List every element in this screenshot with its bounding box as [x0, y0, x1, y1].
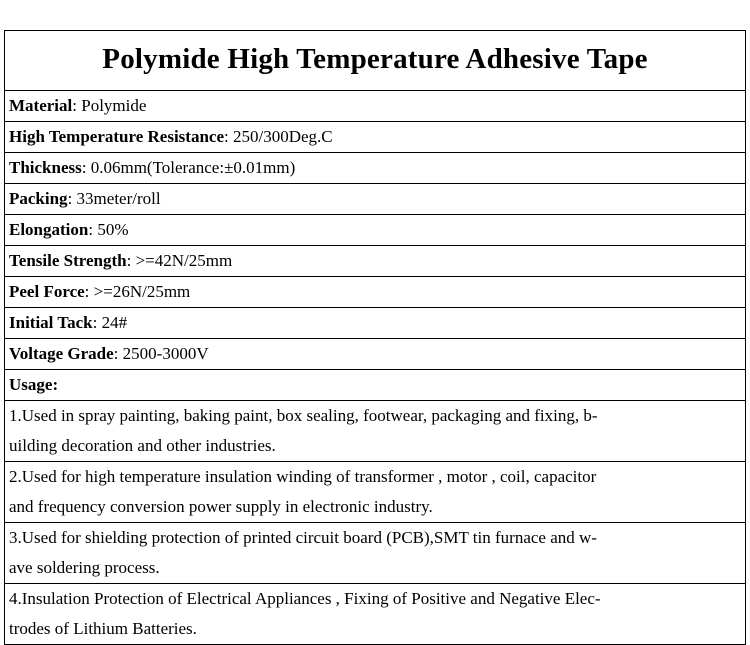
title-cell	[5, 31, 746, 91]
spec-cell	[5, 246, 746, 277]
spec-label: Elongation	[9, 220, 89, 239]
spec-colon: :	[113, 344, 123, 363]
spec-row-packing	[5, 184, 746, 215]
spec-value: 50%	[97, 220, 129, 239]
spec-value: 33meter/roll	[76, 189, 161, 208]
spec-row-initial-tack	[5, 308, 746, 339]
spec-cell	[5, 339, 746, 370]
spec-label: Packing	[9, 189, 68, 208]
spec-label: Tensile Strength	[9, 251, 127, 270]
spec-row-temperature	[5, 122, 746, 153]
spec-value: >=42N/25mm	[135, 251, 233, 270]
spec-table	[4, 30, 746, 645]
spec-cell	[5, 184, 746, 215]
spec-value: 24#	[101, 313, 128, 332]
usage-heading-cell	[5, 370, 746, 401]
spec-cell	[5, 308, 746, 339]
spec-cell	[5, 277, 746, 308]
spec-label: Material	[9, 96, 73, 115]
spec-colon: :	[92, 313, 102, 332]
spec-row-material	[5, 91, 746, 122]
usage-line: 3.Used for shielding protection of printed circuit board (PCB),SMT tin furnace and w-	[9, 528, 597, 547]
usage-item	[5, 462, 746, 523]
page-title: Polymide High Temperature Adhesive Tape	[102, 42, 648, 75]
spec-label: High Temperature Resistance	[9, 127, 225, 146]
usage-line: 2.Used for high temperature insulation winding of transformer , motor , coil, capacitor	[9, 467, 597, 486]
usage-item-row	[5, 462, 746, 523]
usage-line: uilding decoration and other industries.	[9, 436, 276, 455]
spec-value: 0.06mm(Tolerance:±0.01mm)	[90, 158, 296, 177]
usage-item-row	[5, 584, 746, 645]
spec-value: >=26N/25mm	[93, 282, 191, 301]
spec-label: Thickness	[9, 158, 82, 177]
spec-cell	[5, 122, 746, 153]
spec-row-peel-force	[5, 277, 746, 308]
usage-line: 4.Insulation Protection of Electrical Appliances , Fixing of Positive and Negative Elec-	[9, 589, 601, 608]
spec-value: 250/300Deg.C	[233, 127, 333, 146]
spec-colon: :	[81, 158, 91, 177]
spec-label: Initial Tack	[9, 313, 93, 332]
spec-colon: :	[72, 96, 82, 115]
spec-label: Peel Force	[9, 282, 85, 301]
title-row	[5, 31, 746, 91]
usage-item	[5, 584, 746, 645]
usage-heading: Usage:	[9, 375, 59, 394]
spec-value: 2500-3000V	[122, 344, 209, 363]
spec-cell	[5, 153, 746, 184]
spec-value: Polymide	[81, 96, 147, 115]
spec-colon: :	[84, 282, 94, 301]
usage-item-row	[5, 401, 746, 462]
spec-cell	[5, 215, 746, 246]
usage-item-row	[5, 523, 746, 584]
usage-item	[5, 523, 746, 584]
spec-cell	[5, 91, 746, 122]
usage-heading-row	[5, 370, 746, 401]
spec-row-elongation	[5, 215, 746, 246]
spec-colon: :	[126, 251, 136, 270]
spec-colon: :	[224, 127, 233, 146]
spec-colon: :	[67, 189, 77, 208]
spec-row-tensile-strength	[5, 246, 746, 277]
usage-line: trodes of Lithium Batteries.	[9, 619, 197, 638]
spec-row-voltage-grade	[5, 339, 746, 370]
usage-line: 1.Used in spray painting, baking paint, box sealing, footwear, packaging and fixing, b-	[9, 406, 598, 425]
usage-item	[5, 401, 746, 462]
usage-line: ave soldering process.	[9, 558, 160, 577]
spec-label: Voltage Grade	[9, 344, 114, 363]
spec-colon: :	[88, 220, 98, 239]
spec-row-thickness	[5, 153, 746, 184]
usage-line: and frequency conversion power supply in electronic industry.	[9, 497, 433, 516]
